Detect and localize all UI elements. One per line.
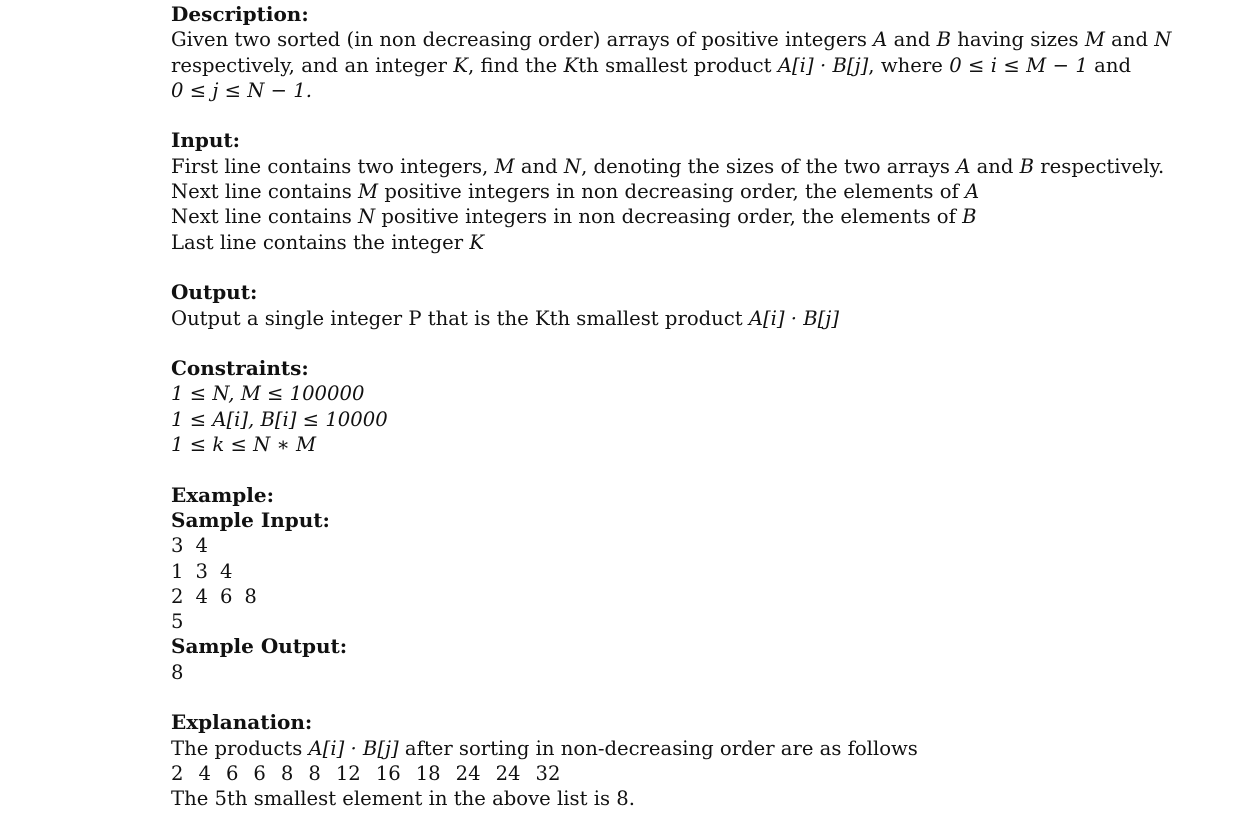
output-line: Output a single integer P that is the Kth smallest product A[i] · B[j] — [171, 306, 840, 330]
constraints-heading: Constraints: — [171, 356, 309, 381]
explanation-heading: Explanation: — [171, 710, 313, 735]
sample-output-value: 8 — [171, 660, 184, 684]
example-section — [171, 483, 1131, 685]
sample-output-heading: Sample Output: — [171, 634, 348, 659]
explanation-line-3: The 5th smallest element in the above list is 8. — [171, 787, 635, 811]
index-condition-i: 0 ≤ i ≤ M − 1 — [949, 53, 1088, 77]
sample-input-heading: Sample Input: — [171, 507, 330, 532]
input-section — [171, 128, 1165, 254]
sample-input-line: 3 4 — [171, 534, 208, 558]
index-condition-j: 0 ≤ j ≤ N − 1. — [171, 78, 313, 102]
constraint-nm: 1 ≤ N, M ≤ 100000 — [171, 382, 365, 406]
input-line-1: First line contains two integers, M and N, denoting the sizes of the two arrays A and B respectively. — [171, 154, 1165, 178]
output-heading: Output: — [171, 280, 258, 305]
input-line-3: Next line contains N positive integers in non decreasing order, the elements of B — [171, 205, 977, 229]
product-expression: A[i] · B[j] — [777, 53, 869, 77]
description-line-2: respectively, and an integer K, find the Kth smallest product A[i] · B[j], where 0 ≤ i ≤ M − 1 and — [171, 53, 1132, 77]
explanation-line-1: The products A[i] · B[j] after sorting in non-decreasing order are as follows — [171, 736, 918, 760]
constraints-section — [171, 356, 1131, 457]
constraint-k: 1 ≤ k ≤ N ∗ M — [171, 433, 317, 457]
sample-input-line: 5 — [171, 610, 184, 634]
input-line-2: Next line contains M positive integers in non decreasing order, the elements of A — [171, 180, 980, 204]
description-line-1: Given two sorted (in non decreasing order) arrays of positive integers A and B having sizes M and N — [171, 28, 1172, 52]
input-heading: Input: — [171, 128, 241, 153]
constraint-values: 1 ≤ A[i], B[i] ≤ 10000 — [171, 407, 388, 431]
input-line-4: Last line contains the integer K — [171, 230, 484, 254]
description-line-3 — [171, 78, 1131, 103]
sample-input-line: 1 3 4 — [171, 559, 233, 583]
output-section — [171, 280, 1131, 331]
problem-statement — [171, 2, 1172, 812]
example-heading: Example: — [171, 482, 274, 507]
sample-input-line: 2 4 6 8 — [171, 584, 257, 608]
sorted-products-list: 2 4 6 6 8 8 12 16 18 24 24 32 — [171, 761, 561, 785]
explanation-section — [171, 710, 1131, 811]
description-section — [171, 2, 1172, 103]
description-heading: Description: — [171, 2, 309, 26]
